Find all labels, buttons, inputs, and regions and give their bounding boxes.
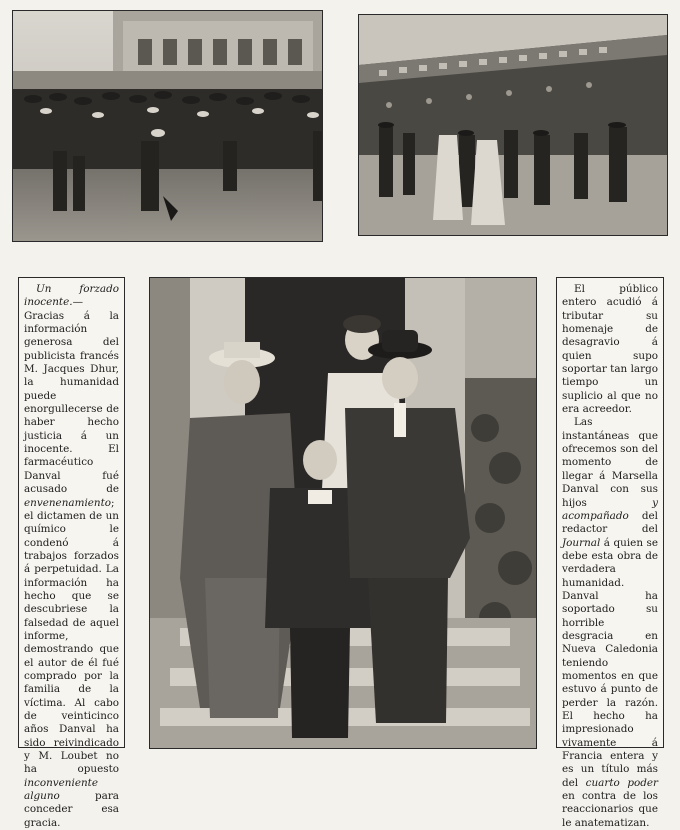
portrait-photo-drawing (150, 278, 536, 748)
text-run: á quien se debe esta obra de verdadera humanidad. Danval ha soportado su horrible desgracia en Nueva Caledonia teniendo momentos en que estuvo á punto de perder la razón. El hecho ha impresionado vivamente á Francia entera y es un título más del (562, 536, 658, 789)
article-paragraph-1: El público entero acudió á tributar su homenaje de desagravio á quien supo soportar tan largo tiempo un suplicio al que no era acreedor. (562, 283, 658, 416)
emphasis-run: cuarto poder (585, 776, 658, 789)
emphasis-run: envenenamiento (24, 496, 112, 509)
text-run: en contra de los reaccionarios que le anatematizan. (562, 790, 658, 829)
emphasis-run: y acompañado (562, 496, 658, 522)
article-heading: Un forzado inocente. (24, 283, 119, 309)
text-run: Las instantáneas que ofrecemos son del momento de llegar á Marsella Danval con sus hijos (562, 416, 658, 509)
emphasis-run: inconveniente alguno (24, 776, 98, 803)
photo-ship-at-dock (358, 14, 668, 236)
emphasis-run: Journal (562, 536, 601, 549)
article-paragraph (24, 283, 119, 830)
article-column-left (18, 277, 125, 829)
text-run: ; el dictamen de un químico le condenó á trabajos forzados á perpetuidad. La información ha hecho que se descubriese la falsedad de aquel informe, demostrando que el autor de él fué comprado por la familia de la víctima. Al cabo de veinticinco años Danval ha sido reivindicado y M. Loubet no ha opuesto (24, 496, 119, 776)
article-column-right (556, 277, 664, 829)
article-paragraph-2 (562, 416, 658, 830)
crowd-photo-drawing (13, 11, 322, 241)
photo-crowd-on-quay (12, 10, 323, 242)
text-run: del redactor del (562, 509, 658, 536)
ship-photo-drawing (359, 15, 667, 235)
text-run: para conceder esa gracia. (24, 790, 119, 829)
text-run: —Gracias á la información generosa del publicista francés M. Jacques Dhur, la humanidad puede enorgullecerse de haber hecho justicia á un inocente. El farmacéutico Danval fué acusado de (24, 296, 119, 496)
photo-family-portrait (149, 277, 537, 749)
